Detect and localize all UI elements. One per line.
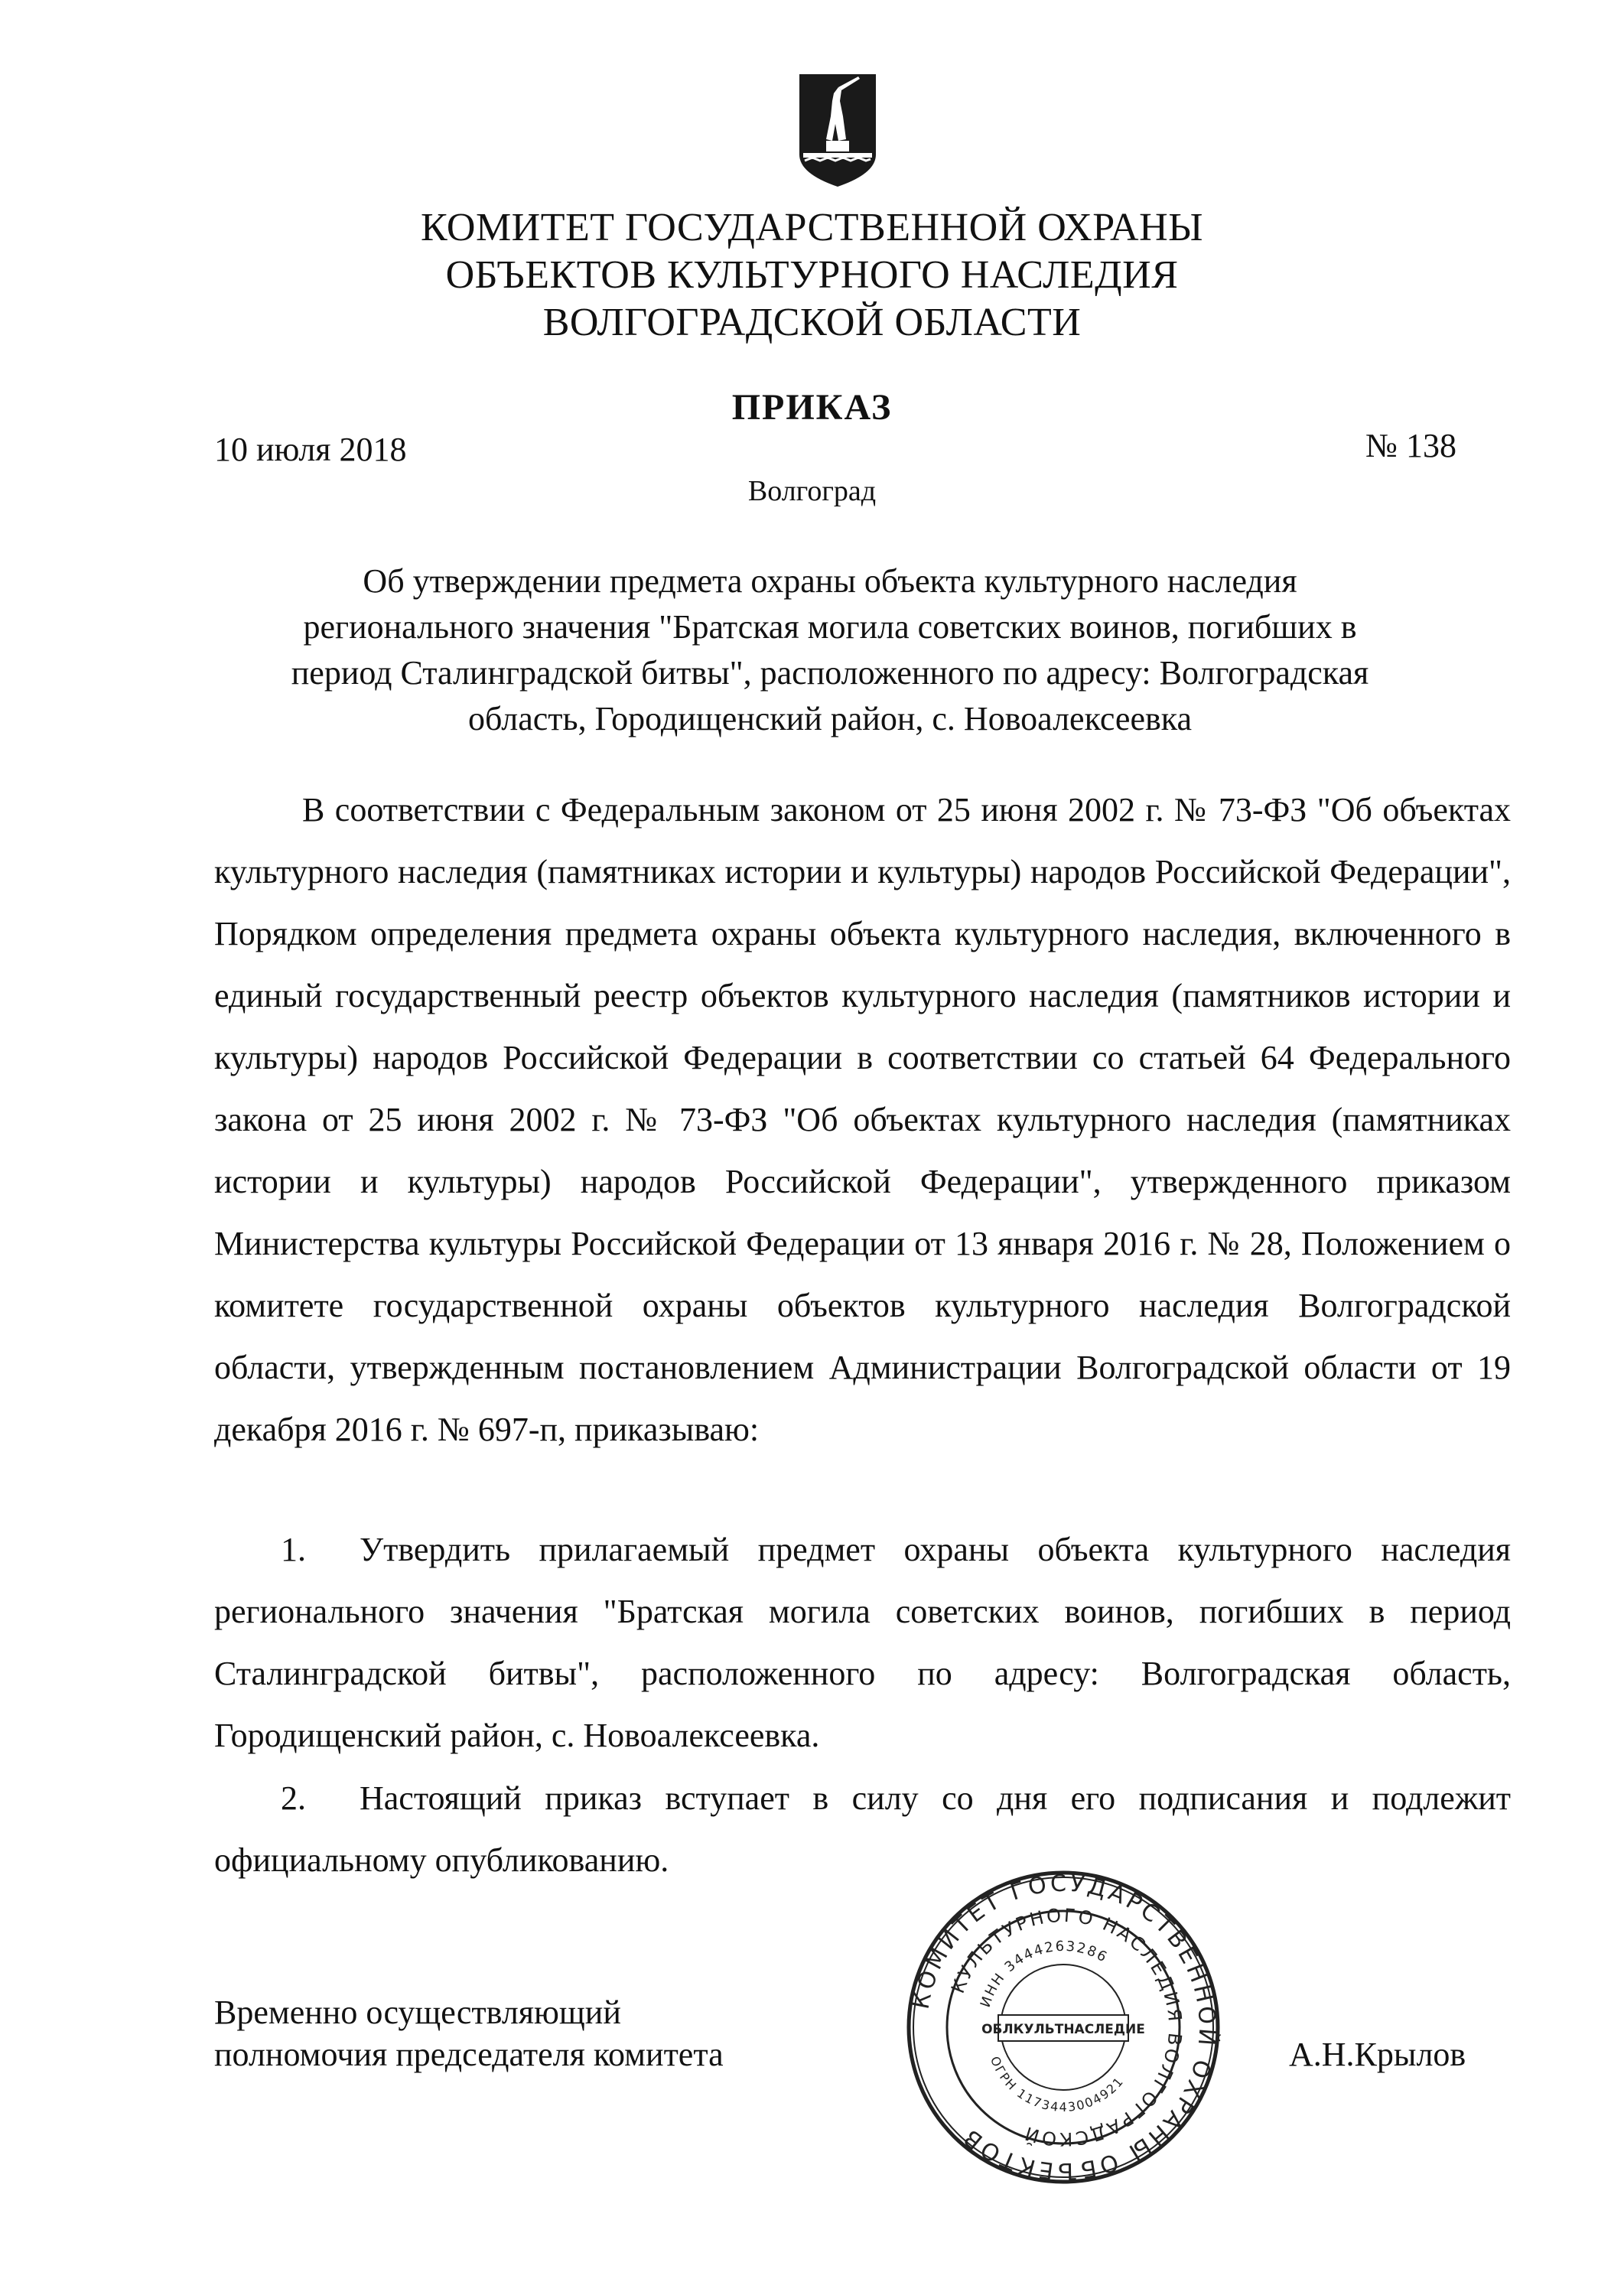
stamp-ogrn: ОГРН 1173443004921: [987, 2054, 1127, 2115]
signatory-name: А.Н.Крылов: [1289, 2036, 1466, 2073]
document-date: 10 июля 2018: [214, 431, 407, 468]
signatory-position-line-1: Временно осуществляющий: [214, 1994, 621, 2031]
header-line-1: КОМИТЕТ ГОСУДАРСТВЕННОЙ ОХРАНЫ: [421, 206, 1203, 249]
order-item-2: [214, 1767, 1511, 1891]
document-number: № 138: [1365, 427, 1456, 464]
header-line-3: ВОЛГОГРАДСКОЙ ОБЛАСТИ: [542, 301, 1082, 344]
coat-of-arms-icon: [796, 70, 880, 193]
preamble-text: В соответствии с Федеральным законом от 25 июня 2002 г. № 73-ФЗ "Об объектах культурного наследия (памятниках истории и культуры) народов Российской Федерации", Порядком определения предмета охраны объекта культурного наследия, включенного в единый государственный реестр объектов культурного наследия (памятников истории и культуры) народов Российской Федерации в соответствии со статьей 64 Федерального закона от 25 июня 2002 г. № 73-ФЗ "Об объектах культурного наследия (памятниках истории и культуры) народов Российской Федерации", утвержденного приказом Министерства культуры Российской Федерации от 13 января 2016 г. № 28, Положением о комитете государственной охраны объектов культурного наследия Волгоградской области, утвержденным постановлением Администрации Волгоградской области от 19 декабря 2016 г. № 697-п, приказываю:: [214, 791, 1511, 1448]
order-item-2-number: 2.: [281, 1779, 306, 1817]
subject-line-3: период Сталинградской битвы", расположенного по адресу: Волгоградская: [291, 654, 1369, 692]
order-item-2-text: Настоящий приказ вступает в силу со дня его подписания и подлежит официальному опубликованию.: [214, 1779, 1511, 1879]
stamp-inn: ИНН 3444263286: [977, 1938, 1111, 2010]
document-type: ПРИКАЗ: [731, 387, 893, 428]
subject-line-2: регионального значения "Братская могила советских воинов, погибших в: [303, 608, 1357, 646]
stamp-inner-text: КУЛЬТУРНОГО НАСЛЕДИЯ ВОЛГОГРАДСКОЙ: [947, 1904, 1186, 2150]
signatory-position-line-2: полномочия председателя комитета: [214, 2036, 724, 2073]
stamp-center-text: ОБЛКУЛЬТНАСЛЕДИЕ: [981, 2022, 1145, 2037]
order-item-1: [214, 1519, 1511, 1766]
subject-line-4: область, Городищенский район, с. Новоалексеевка: [467, 700, 1193, 737]
document-city: Волгоград: [747, 475, 877, 507]
header-line-2: ОБЪЕКТОВ КУЛЬТУРНОГО НАСЛЕДИЯ: [445, 253, 1179, 297]
order-item-1-text: Утвердить прилагаемый предмет охраны объекта культурного наследия регионального значения "Братская могила советских воинов, погибших в период Сталинградской битвы", расположенного по адресу: Волгоградская область, Городищенский район, с. Новоалексеевка.: [214, 1531, 1511, 1754]
preamble-paragraph: [214, 779, 1511, 1460]
order-item-1-number: 1.: [281, 1531, 306, 1568]
subject-line-1: Об утверждении предмета охраны объекта культурного наследия: [363, 562, 1297, 600]
svg-text:ОГРН 1173443004921: [988, 2054, 1127, 2114]
stamp-outer-text: КОМИТЕТ ГОСУДАРСТВЕННОЙ ОХРАНЫ ОБЪЕКТОВ: [907, 1870, 1221, 2185]
official-stamp-icon: [903, 1867, 1224, 2188]
